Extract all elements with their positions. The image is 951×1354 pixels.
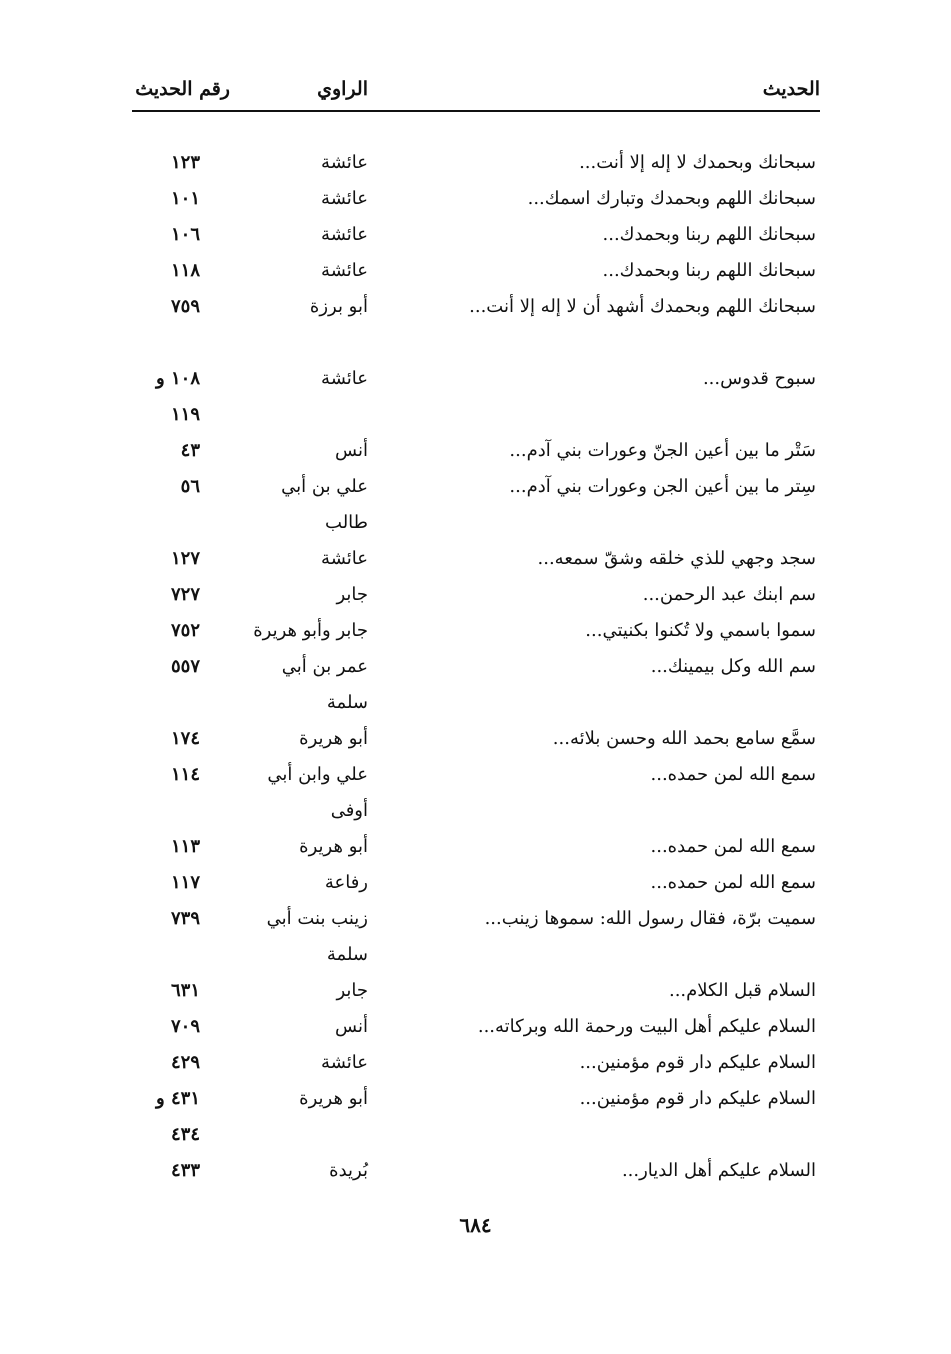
hadith-text: سميت برّة، فقال رسول الله: سموها زينب... (484, 908, 816, 929)
narrator: عائشة (321, 152, 368, 173)
table-row (132, 901, 820, 973)
hadith-number: ١١٨ (170, 260, 200, 281)
page-number: ٦٨٤ (459, 1213, 492, 1237)
table-row (132, 721, 820, 757)
hadith-number: ١١٤ (170, 764, 200, 785)
header-narrator: الراوي (317, 78, 368, 100)
table-row (132, 541, 820, 577)
hadith-text: سبحانك اللهم ربنا وبحمدك... (602, 224, 816, 245)
hadith-text: السلام عليكم أهل الديار... (621, 1160, 816, 1181)
hadith-number: ٦٣١ (170, 980, 200, 1001)
hadith-number: ١٠١ (170, 188, 200, 209)
hadith-number: ١٢٧ (170, 548, 200, 569)
hadith-text: السلام عليكم دار قوم مؤمنين... (579, 1052, 816, 1073)
hadith-number: ٧٥٢ (170, 620, 200, 641)
table-row (132, 289, 820, 361)
table-row (132, 649, 820, 721)
narrator: علي وابن أبي أوفى (267, 764, 368, 821)
table-row (132, 757, 820, 829)
hadith-text: سمَّع سامع بحمد الله وحسن بلائه... (552, 728, 816, 749)
table-row (132, 829, 820, 865)
hadith-text: السلام عليكم أهل البيت ورحمة الله وبركاته... (477, 1016, 816, 1037)
hadith-text: سبوح قدوس... (702, 368, 816, 389)
hadith-text: سمع الله لمن حمده... (650, 836, 816, 857)
narrator: جابر وأبو هريرة (253, 620, 368, 641)
hadith-number: ١١٣ (170, 836, 200, 857)
hadith-number: ٥٦ (180, 476, 200, 497)
hadith-number: ٧٥٩ (170, 296, 200, 317)
hadith-text: سَتْر ما بين أعين الجنّ وعورات بني آدم... (509, 440, 816, 461)
hadith-number: ١٢٣ (170, 152, 200, 173)
table-header (132, 78, 820, 108)
hadith-text: سبحانك وبحمدك لا إله إلا أنت... (579, 152, 816, 173)
hadith-number: ٥٥٧ (170, 656, 200, 677)
narrator: أبو برزة (309, 296, 368, 317)
header-hadith: الحديث (762, 78, 820, 100)
hadith-text: سبحانك اللهم وبحمدك أشهد أن لا إله إلا أنت... (469, 296, 816, 317)
hadith-text: سموا باسمي ولا تُكنوا بكنيتي... (585, 620, 816, 641)
narrator: عمر بن أبي سلمة (281, 656, 368, 713)
hadith-number: ١٧٤ (170, 728, 200, 749)
hadith-text: سبحانك اللهم وبحمدك وتبارك اسمك... (527, 188, 816, 209)
narrator: أنس (335, 440, 368, 461)
narrator: أنس (335, 1016, 368, 1037)
hadith-number: ١١٧ (170, 872, 200, 893)
table-row (132, 1045, 820, 1081)
hadith-text: سجد وجهي للذي خلقه وشقّ سمعه... (537, 548, 816, 569)
table-row (132, 577, 820, 613)
hadith-number: ٧٢٧ (170, 584, 200, 605)
hadith-text: سبحانك اللهم ربنا وبحمدك... (602, 260, 816, 281)
hadith-number: ٤٣١ و ٤٣٤ (156, 1088, 200, 1145)
table-row (132, 217, 820, 253)
narrator: عائشة (321, 368, 368, 389)
narrator: عائشة (321, 1052, 368, 1073)
narrator: جابر (336, 584, 368, 605)
narrator: رفاعة (324, 872, 368, 893)
table-row (132, 865, 820, 901)
narrator: أبو هريرة (299, 1088, 368, 1109)
hadith-text: السلام عليكم دار قوم مؤمنين... (579, 1088, 816, 1109)
narrator: أبو هريرة (299, 836, 368, 857)
table-row (132, 613, 820, 649)
table-row (132, 361, 820, 433)
narrator: بُريدة (329, 1160, 368, 1181)
header-hadith-number: رقم الحديث (135, 78, 230, 100)
hadith-number: ١٠٦ (170, 224, 200, 245)
hadith-number: ٤٢٩ (170, 1052, 200, 1073)
hadith-number: ٤٣ (180, 440, 200, 461)
table-row (132, 973, 820, 1009)
hadith-text: سمع الله لمن حمده... (650, 764, 816, 785)
hadith-text: سِتر ما بين أعين الجن وعورات بني آدم... (509, 476, 816, 497)
narrator: علي بن أبي طالب (281, 476, 368, 533)
narrator: عائشة (321, 188, 368, 209)
narrator: عائشة (321, 548, 368, 569)
table-row (132, 253, 820, 289)
hadith-number: ٧٠٩ (170, 1016, 200, 1037)
table-row (132, 469, 820, 541)
hadith-text: سمع الله لمن حمده... (650, 872, 816, 893)
hadith-number: ٤٣٣ (170, 1160, 200, 1181)
narrator: عائشة (321, 224, 368, 245)
table-row (132, 1009, 820, 1045)
hadith-index-table (132, 145, 820, 1189)
hadith-number: ٧٣٩ (170, 908, 200, 929)
hadith-text: السلام قبل الكلام... (668, 980, 816, 1001)
table-row (132, 145, 820, 181)
hadith-number: ١٠٨ و ١١٩ (156, 368, 200, 425)
table-row (132, 1153, 820, 1189)
narrator: أبو هريرة (299, 728, 368, 749)
hadith-text: سم ابنك عبد الرحمن... (642, 584, 816, 605)
narrator: زينب بنت أبي سلمة (266, 908, 368, 965)
hadith-text: سم الله وكل بيمينك... (650, 656, 816, 677)
table-row (132, 433, 820, 469)
narrator: عائشة (321, 260, 368, 281)
narrator: جابر (336, 980, 368, 1001)
table-row (132, 1081, 820, 1153)
header-divider (132, 110, 820, 112)
table-row (132, 181, 820, 217)
